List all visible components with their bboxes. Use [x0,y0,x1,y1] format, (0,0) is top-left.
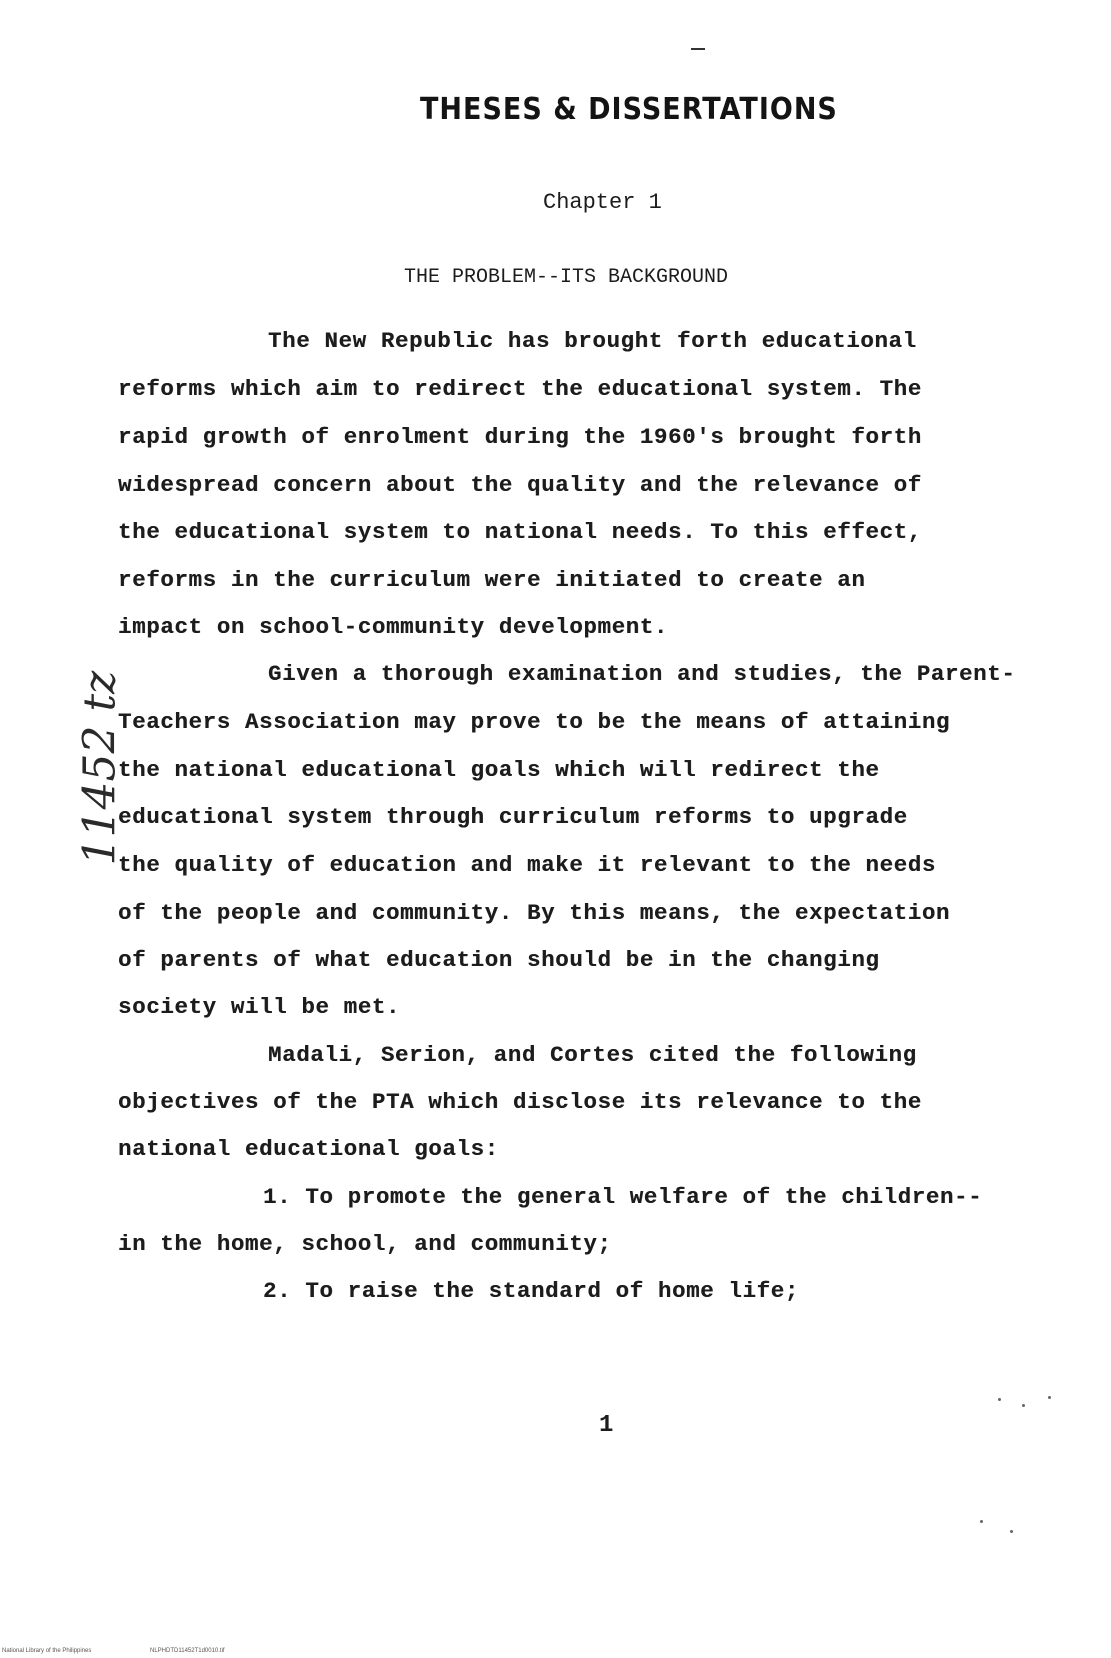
list-item: 1. To promote the general welfare of the children-- [263,1184,983,1210]
body-line: the national educational goals which will redirect the [118,757,880,783]
body-line: reforms which aim to redirect the educational system. The [118,376,922,402]
body-line: rapid growth of enrolment during the 1960's brought forth [118,424,922,450]
scan-speck [998,1398,1001,1401]
body-line: objectives of the PTA which disclose its relevance to the [118,1089,922,1115]
theses-dissertations-stamp: THESES & DISSERTATIONS [420,92,838,127]
scan-speck [1010,1530,1013,1533]
body-line: reforms in the curriculum were initiated to create an [118,567,866,593]
footer-source: National Library of the Philippines [2,1648,92,1654]
ink-mark [691,48,705,50]
body-line: widespread concern about the quality and the relevance of [118,472,922,498]
body-line: the educational system to national needs. To this effect, [118,519,922,545]
body-line: impact on school-community development. [118,614,668,640]
scan-speck [1022,1404,1025,1407]
body-line: Madali, Serion, and Cortes cited the following [268,1042,917,1068]
body-line: of parents of what education should be in the changing [118,947,880,973]
list-item: 2. To raise the standard of home life; [263,1278,799,1304]
body-line: Teachers Association may prove to be the means of attaining [118,709,951,735]
scan-speck [980,1520,983,1523]
body-line: society will be met. [118,994,401,1020]
scan-speck [1048,1396,1051,1399]
handwritten-margin-note: 11452 tz [74,670,126,866]
chapter-title: THE PROBLEM--ITS BACKGROUND [404,266,729,289]
body-line: the quality of education and make it relevant to the needs [118,852,936,878]
page-number: 1 [599,1412,614,1439]
body-line: national educational goals: [118,1136,499,1162]
footer-file-id: NLPHDTD11452T1d0010.tif [150,1648,225,1654]
body-line: The New Republic has brought forth educational [268,328,917,354]
body-line: of the people and community. By this means, the expectation [118,900,951,926]
body-line: Given a thorough examination and studies, the Parent- [268,661,1016,687]
body-line: educational system through curriculum reforms to upgrade [118,804,908,830]
chapter-heading: Chapter 1 [543,190,662,215]
list-item: in the home, school, and community; [118,1231,612,1257]
